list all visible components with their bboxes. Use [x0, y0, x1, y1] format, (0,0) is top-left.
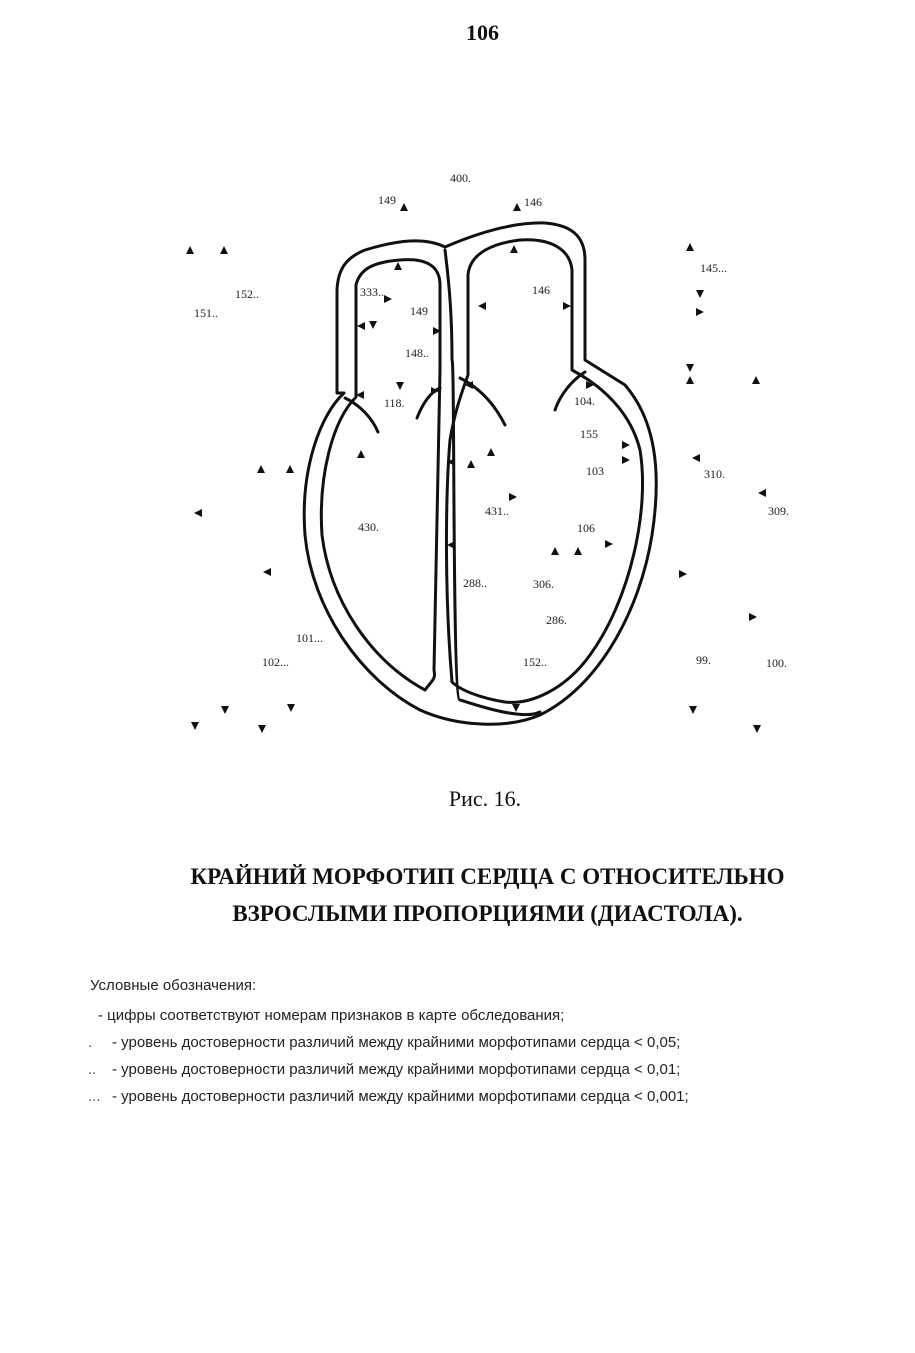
marker [263, 568, 271, 576]
label-99: 99. [696, 653, 711, 667]
label-430: 430. [358, 520, 379, 534]
legend-item-symbol: ... [88, 1088, 101, 1105]
marker [692, 454, 700, 462]
marker [257, 465, 265, 473]
marker [186, 246, 194, 254]
marker [752, 376, 760, 384]
label-431: 431.. [485, 504, 509, 518]
legend-title: Условные обозначения: [90, 977, 257, 994]
marker [396, 382, 404, 390]
legend-item [88, 1056, 878, 1083]
label-286: 286. [546, 613, 567, 627]
marker [191, 722, 199, 730]
label-101: 101... [296, 631, 323, 645]
marker [686, 376, 694, 384]
label-155: 155 [580, 427, 598, 441]
legend-item-text: - уровень достоверности различий между крайними морфотипами сердца < 0,001; [112, 1088, 689, 1105]
legend-item [88, 1002, 878, 1029]
marker [686, 364, 694, 372]
marker [258, 725, 266, 733]
label-102: 102... [262, 655, 289, 669]
label-310: 310. [704, 467, 725, 481]
marker [467, 460, 475, 468]
marker [220, 246, 228, 254]
right-inner-wall [446, 240, 642, 703]
figure-caption: Рис. 16. [448, 786, 522, 811]
marker [622, 456, 630, 464]
heading-line-1: КРАЙНИЙ МОРФОТИП СЕРДЦА С ОТНОСИТЕЛЬНО [190, 864, 785, 889]
label-145: 145... [700, 261, 727, 275]
label-146-in: 146 [532, 283, 550, 297]
marker [357, 450, 365, 458]
septum [445, 250, 540, 715]
legend-item [88, 1083, 878, 1110]
left-inner-wall [321, 260, 440, 690]
marker [753, 725, 761, 733]
marker [384, 295, 392, 303]
label-151: 151.. [194, 306, 218, 320]
marker [487, 448, 495, 456]
label-288: 288.. [463, 576, 487, 590]
marker [605, 540, 613, 548]
legend-item-text: - цифры соответствуют номерам признаков в карте обследования; [98, 1007, 565, 1024]
label-148: 148.. [405, 346, 429, 360]
label-146-top: 146 [524, 195, 542, 209]
legend [88, 977, 878, 1110]
marker [357, 322, 365, 330]
marker [689, 706, 697, 714]
marker [563, 302, 571, 310]
marker [551, 547, 559, 555]
arrow-markers [186, 203, 766, 733]
label-149-in: 149 [410, 304, 428, 318]
heading-line-2: ВЗРОСЛЫМИ ПРОПОРЦИЯМИ (ДИАСТОЛА). [232, 901, 743, 926]
label-104: 104. [574, 394, 595, 408]
legend-item-text: - уровень достоверности различий между крайними морфотипами сердца < 0,05; [112, 1034, 681, 1051]
marker [696, 290, 704, 298]
label-106: 106 [577, 521, 595, 535]
legend-item-text: - уровень достоверности различий между крайними морфотипами сердца < 0,01; [112, 1061, 681, 1078]
marker [574, 547, 582, 555]
marker [622, 441, 630, 449]
label-152: 152.. [235, 287, 259, 301]
label-333: 333.. [360, 285, 384, 299]
marker [513, 203, 521, 211]
marker [509, 493, 517, 501]
marker [478, 302, 486, 310]
legend-item [88, 1029, 878, 1056]
marker [369, 321, 377, 329]
legend-item-symbol: . [88, 1034, 93, 1051]
marker [686, 243, 694, 251]
label-149-top: 149 [378, 193, 396, 207]
marker [394, 262, 402, 270]
left-septum-stroke [417, 388, 440, 418]
label-400: 400. [450, 171, 471, 185]
label-309: 309. [768, 504, 789, 518]
marker [679, 570, 687, 578]
marker [221, 706, 229, 714]
marker [194, 509, 202, 517]
legend-item-symbol: .. [88, 1061, 97, 1078]
marker [758, 489, 766, 497]
marker [510, 245, 518, 253]
marker [512, 704, 520, 712]
label-152-bottom: 152.. [523, 655, 547, 669]
marker [286, 465, 294, 473]
marker [287, 704, 295, 712]
marker [400, 203, 408, 211]
label-103: 103 [586, 464, 604, 478]
marker [749, 613, 757, 621]
figure-heading [90, 858, 885, 932]
label-306: 306. [533, 577, 554, 591]
label-100: 100. [766, 656, 787, 670]
marker [447, 541, 455, 549]
marker [696, 308, 704, 316]
label-118: 118. [384, 396, 405, 410]
page-number: 106 [466, 20, 499, 45]
